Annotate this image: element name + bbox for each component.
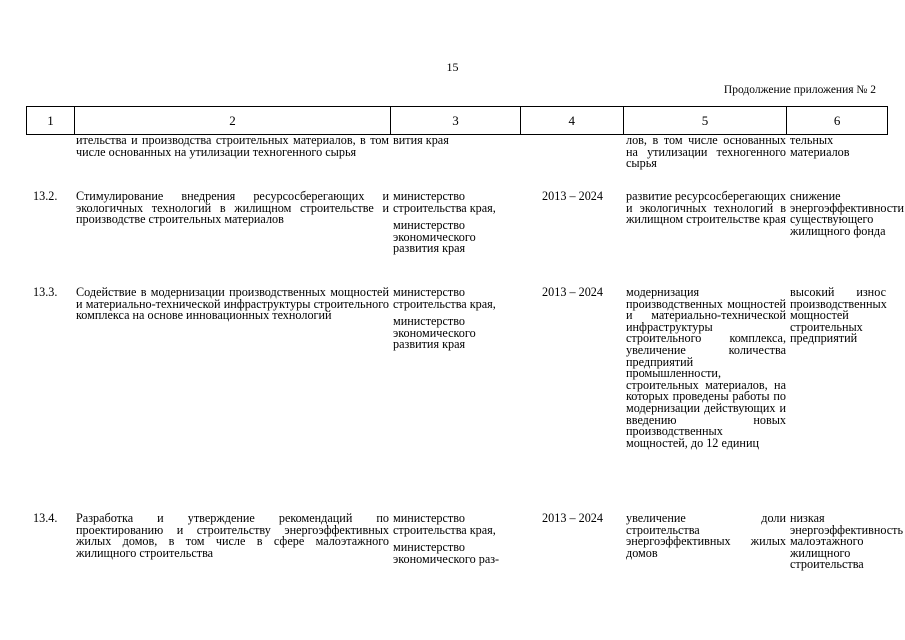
executor-name: министерство экономического раз- [393, 540, 500, 566]
cell-problem: высокий износ производственных мощностей строительных предприятий [790, 285, 887, 346]
cell-executors [391, 513, 521, 571]
cell-executors [391, 287, 521, 513]
page-number: 15 [446, 60, 459, 74]
appendix-table [26, 106, 905, 572]
executor-name: министерство строительства края, [393, 189, 496, 215]
executor-name: министерство строительства края, [393, 511, 496, 537]
cell-measure: Содействие в модернизации производственных мощностей и материально-технической инфраструктуры строительного комплекса на основе инновационных технологий [76, 285, 389, 323]
cell-number: 13.3. [33, 285, 58, 299]
cell-executors: вития края [393, 133, 449, 147]
header-col-4: 4 [521, 107, 624, 134]
cell-period: 2013 – 2024 [542, 285, 603, 299]
cell-result: модернизация производственных мощностей и материально-технической инфраструктуры строительного комплекса, увеличение количества предприятий промышленности, строительных материалов, на которых проведены работы по модернизации действующих и введению новых производственных мощностей, до 12 единиц [626, 285, 786, 450]
cell-problem: снижение энергоэффективности существующего жилищного фонда [790, 189, 905, 238]
table-row [26, 189, 905, 287]
cell-number: 13.4. [33, 511, 58, 525]
cell-measure: Разработка и утверждение рекомендаций по проектированию и строительству энергоэффективных жилых домов, в том числе в сфере малоэтажного жилищного строительства [76, 511, 389, 560]
cell-result: лов, в том числе основанных на утилизации техногенного сырья [626, 133, 786, 171]
continuation-caption: Продолжение приложения № 2 [723, 84, 876, 96]
cell-measure: ительства и производства строительных материалов, в том числе основанных на утилизации техногенного сырья [76, 133, 389, 159]
cell-problem: тельных материалов [790, 133, 850, 159]
header-col-1: 1 [27, 107, 75, 134]
cell-result: увеличение доли строительства энергоэффективных жилых домов [626, 511, 786, 560]
header-col-2: 2 [75, 107, 391, 134]
cell-period [521, 135, 624, 191]
cell-period: 2013 – 2024 [542, 189, 603, 203]
table-header-row [26, 106, 888, 135]
executor-name: министерство экономического развития края [393, 314, 476, 352]
cell-measure: Стимулирование внедрения ресурсосберегающих и экологичных технологий в жилищном строительстве и производстве строительных материалов [76, 189, 389, 227]
header-col-6: 6 [833, 112, 841, 128]
cell-executors [391, 191, 521, 287]
cell-problem: низкая энергоэффективность малоэтажного жилищного строительства [790, 511, 904, 572]
table-row [26, 287, 888, 513]
cell-period: 2013 – 2024 [542, 511, 603, 525]
header-col-5: 5 [624, 107, 788, 134]
cell-number [26, 135, 74, 191]
executor-name: министерство строительства края, [393, 285, 496, 311]
header-col-3: 3 [391, 107, 521, 134]
table-row [26, 511, 904, 572]
table-row-continuation [26, 135, 888, 191]
executor-name: министерство экономического развития края [393, 218, 476, 256]
cell-number: 13.2. [33, 189, 58, 203]
cell-result: развитие ресурсосберегающих и экологичных технологий в жилищном строительстве края [626, 189, 786, 227]
